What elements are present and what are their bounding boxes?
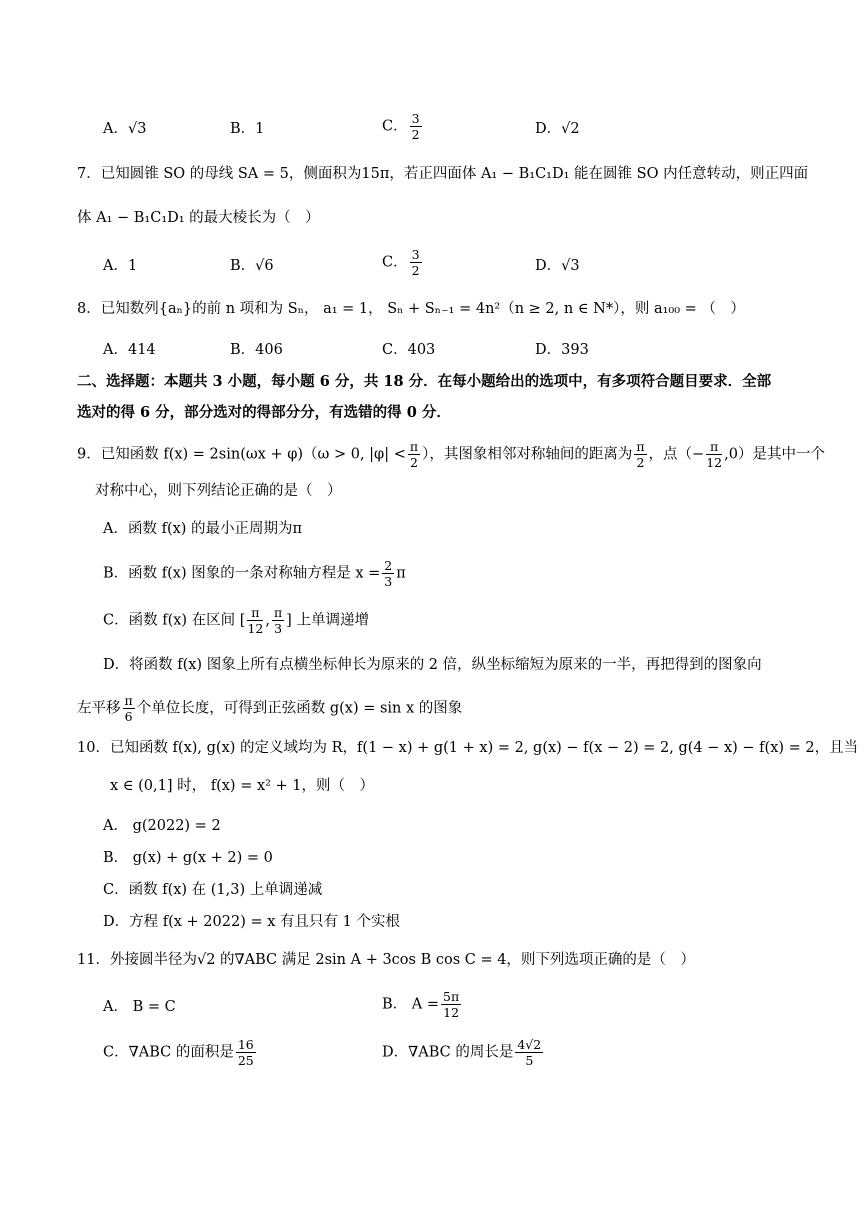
- q10-option-b: B． g(x) + g(x + 2) = 0: [103, 850, 273, 866]
- q9-option-a: A．函数 f(x) 的最小正周期为π: [103, 521, 303, 537]
- q11-option-c: C．∇ABC 的面积是 $\frac{16}{25}$: [103, 1037, 254, 1068]
- q8-stem: 8．已知数列{aₙ}的前 n 项和为 Sₙ， a₁ = 1， Sₙ + Sₙ₋₁ = 4n²（n ≥ 2, n ∈ N*），则 a₁₀₀ = （ ）: [77, 301, 745, 317]
- q10-option-d: D．方程 f(x + 2022) = x 有且只有 1 个实根: [103, 914, 400, 930]
- q11-stem: 11．外接圆半径为√2 的∇ABC 满足 2sin A + 3cos B cos C = 4，则下列选项正确的是（ ）: [77, 952, 695, 968]
- q7-stem-line2: 体 A₁ − B₁C₁D₁ 的最大棱长为（ ）: [77, 210, 320, 226]
- q11-option-d: D．∇ABC 的周长是 $\frac{4√2}{5}$: [382, 1037, 542, 1068]
- q10-stem-line2: x ∈ (0,1] 时， f(x) = x² + 1，则（ ）: [110, 778, 375, 794]
- q9-option-c: C．函数 f(x) 在区间 [ $\frac{\pi}{12}$ , $\frac{\pi}{3}$ ] 上单调递增: [103, 605, 369, 636]
- q6-option-a: A．√3: [103, 121, 147, 137]
- q7-option-b: B．√6: [230, 258, 274, 274]
- q10-stem-line1: 10．已知函数 f(x), g(x) 的定义域均为 R，f(1 − x) + g(1 + x) = 2, g(x) − f(x − 2) = 2, g(4 − x) − f(x) = 2，且当: [77, 740, 859, 756]
- q8-option-c: C．403: [382, 342, 436, 358]
- q8-option-d: D．393: [535, 342, 589, 358]
- q10-option-c: C．函数 f(x) 在 (1,3) 上单调递减: [103, 882, 323, 898]
- section2-instructions-line1: 二、选择题：本题共 3 小题，每小题 6 分，共 18 分．在每小题给出的选项中，有多项符合题目要求．全部: [77, 373, 772, 390]
- q6-option-b: B．1: [230, 121, 265, 137]
- q9-stem-line2: 对称中心，则下列结论正确的是（ ）: [95, 483, 342, 499]
- q11-option-b: B． A = $\frac{5\pi}{12}$: [382, 989, 460, 1020]
- q9-option-b: B．函数 f(x) 图象的一条对称轴方程是 x = $\frac{2}{3}$ π: [103, 558, 406, 589]
- q11-option-a: A． B = C: [103, 999, 176, 1015]
- section2-instructions-line2: 选对的得 6 分，部分选对的得部分分，有选错的得 0 分．: [77, 404, 451, 421]
- q9-option-d-line1: D．将函数 f(x) 图象上所有点横坐标伸长为原来的 2 倍，纵坐标缩短为原来的一半，再把得到的图象向: [103, 657, 762, 673]
- q7-option-a: A．1: [103, 258, 138, 274]
- q6-option-c: C． $\frac{3}{2}$: [382, 111, 420, 142]
- q8-option-a: A．414: [103, 342, 156, 358]
- q6-option-d: D．√2: [535, 121, 580, 137]
- q9-option-d-line2: 左平移 $\frac{\pi}{6}$ 个单位长度，可得到正弦函数 g(x) = sin x 的图象: [77, 693, 463, 724]
- q10-option-a: A． g(2022) = 2: [103, 818, 221, 834]
- q9-stem-line1: 9．已知函数 f(x) = 2sin(ωx + φ)（ω > 0, |φ| < $\frac{\pi}{2}$ ），其图象相邻对称轴间的距离为 $\frac{\pi}{2}$ ，点（− $\frac{\pi}{12}$ ,0）是其中一个: [77, 439, 825, 470]
- q7-stem-line1: 7．已知圆锥 SO 的母线 SA = 5，侧面积为15π，若正四面体 A₁ − B₁C₁D₁ 能在圆锥 SO 内任意转动，则正四面: [77, 166, 809, 182]
- q7-option-c: C． $\frac{3}{2}$: [382, 247, 420, 278]
- q7-option-d: D．√3: [535, 258, 580, 274]
- q8-option-b: B．406: [230, 342, 283, 358]
